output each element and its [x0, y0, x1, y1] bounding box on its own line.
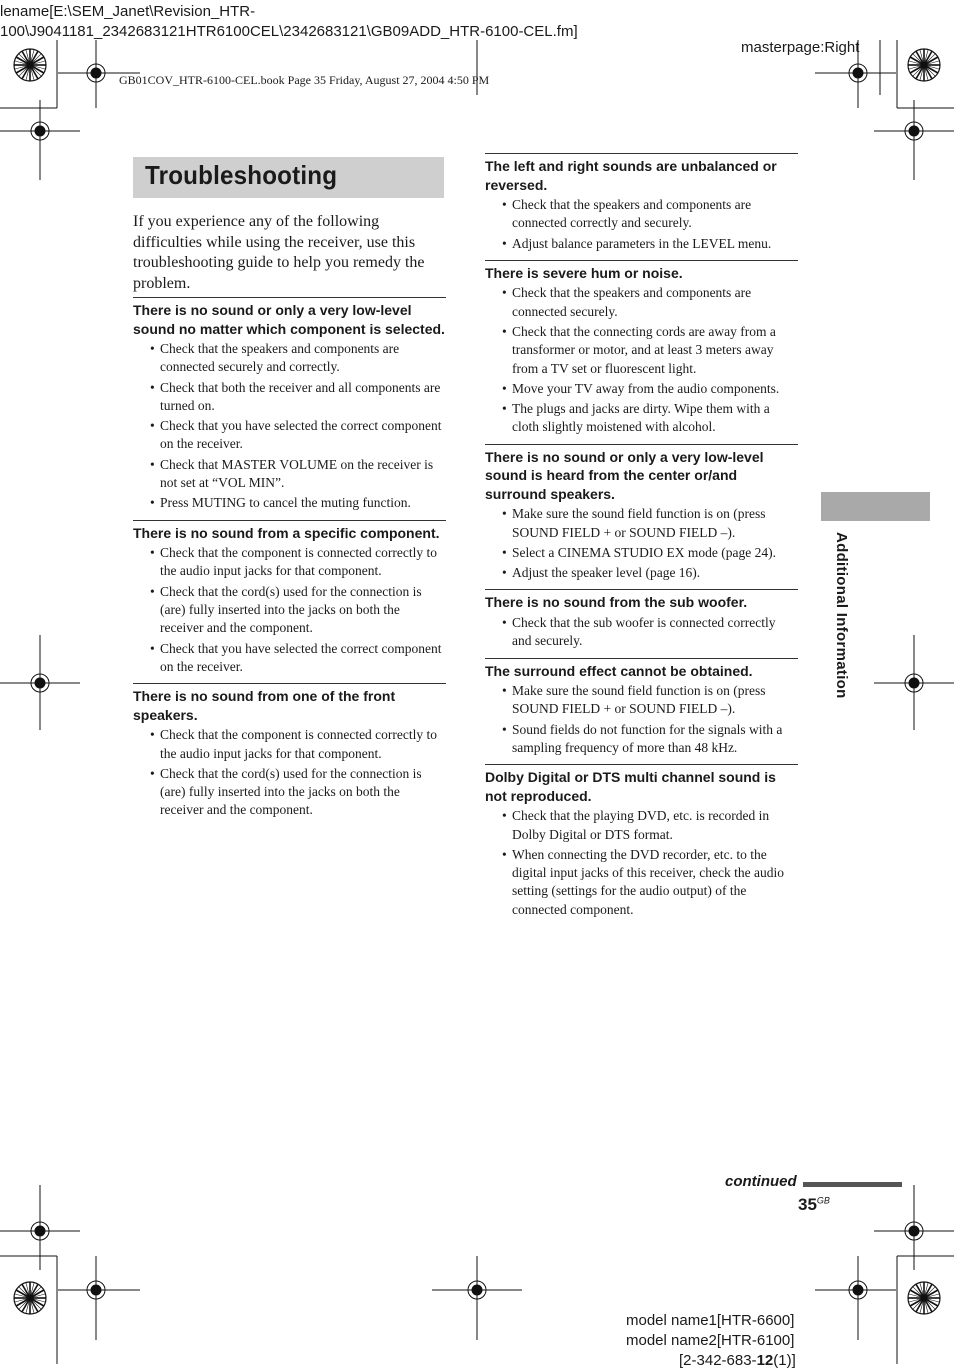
- list-item: • Check that the speakers and components are connected correctly and securely.: [485, 196, 798, 233]
- remedy-list: [485, 284, 798, 436]
- footer-model2: model name2[HTR-6100]: [626, 1332, 795, 1349]
- troubleshooting-section: [485, 260, 798, 437]
- troubleshooting-section: [485, 764, 798, 919]
- list-item: • Select a CINEMA STUDIO EX mode (page 24).: [485, 544, 798, 562]
- footer-code-suffix: (1)]: [773, 1352, 796, 1369]
- remedy-list: [485, 505, 798, 582]
- troubleshooting-section: [485, 444, 798, 583]
- right-column: [485, 153, 798, 926]
- list-item: • Check that the cord(s) used for the connection is (are) fully inserted into the jacks on both the receiver and the component.: [133, 583, 446, 638]
- section-heading: There is no sound from the sub woofer.: [485, 594, 748, 611]
- left-column: [133, 297, 446, 827]
- troubleshooting-section: [133, 683, 446, 819]
- masterpage-label: masterpage:Right: [741, 39, 860, 56]
- footer-code-prefix: [2-342-683-: [679, 1352, 757, 1369]
- list-item: • Make sure the sound field function is on (press SOUND FIELD + or SOUND FIELD –).: [485, 682, 798, 719]
- list-item: • The plugs and jacks are dirty. Wipe them with a cloth slightly moistened with alcohol.: [485, 400, 798, 437]
- list-item: • Sound fields do not function for the signals with a sampling frequency of more than 48 kHz.: [485, 721, 798, 758]
- remedy-list: [485, 614, 798, 651]
- list-item: • Check that the cord(s) used for the connection is (are) fully inserted into the jacks on both the receiver and the component.: [133, 765, 446, 820]
- list-item: • Press MUTING to cancel the muting function.: [133, 494, 446, 512]
- page-title: Troubleshooting: [145, 160, 338, 190]
- list-item: • When connecting the DVD recorder, etc. to the digital input jacks of this receiver, check the audio setting (settings for the audio output) of the connected component.: [485, 846, 798, 919]
- file-path-header: lename[E:\SEM_Janet\Revision_HTR- 100\J9041181_2342683121HTR6100CEL\2342683121\GB09ADD_HTR-6100-CEL.fm]: [0, 3, 578, 40]
- section-heading: There is severe hum or noise.: [485, 264, 683, 281]
- list-item: • Check that the component is connected correctly to the audio input jacks for that component.: [133, 726, 446, 763]
- list-item: • Check that the connecting cords are away from a transformer or motor, and at least 3 meters away from a TV set or fluorescent light.: [485, 323, 798, 378]
- remedy-list: [133, 340, 446, 513]
- book-info-header: GB01COV_HTR-6100-CEL.book Page 35 Friday, August 27, 2004 4:50 PM: [119, 73, 490, 87]
- list-item: • Adjust the speaker level (page 16).: [485, 564, 798, 582]
- page-number-suffix: GB: [816, 1195, 830, 1206]
- troubleshooting-section: [133, 297, 446, 513]
- list-item: • Adjust balance parameters in the LEVEL menu.: [485, 235, 798, 253]
- section-heading: There is no sound from a specific component.: [133, 524, 440, 541]
- list-item: • Check that you have selected the correct component on the receiver.: [133, 640, 446, 677]
- troubleshooting-section: [133, 520, 446, 677]
- list-item: • Check that the component is connected correctly to the audio input jacks for that component.: [133, 544, 446, 581]
- troubleshooting-section: [485, 153, 798, 253]
- remedy-list: [485, 807, 798, 919]
- page-number-value: 35: [798, 1195, 817, 1214]
- section-heading: The left and right sounds are unbalanced or reversed.: [485, 158, 777, 193]
- remedy-list: [133, 726, 446, 819]
- list-item: • Check that you have selected the correct component on the receiver.: [133, 417, 446, 454]
- list-item: • Check that the speakers and components are connected securely and correctly.: [133, 340, 446, 377]
- section-heading: There is no sound or only a very low-level sound is heard from the center or/and surround speakers.: [485, 448, 764, 502]
- list-item: • Check that the speakers and components are connected securely.: [485, 284, 798, 321]
- remedy-list: [133, 544, 446, 676]
- footer-code-bold: 12: [756, 1352, 774, 1369]
- list-item: • Move your TV away from the audio components.: [485, 380, 798, 398]
- troubleshooting-section: [485, 658, 798, 758]
- page-number: [798, 1195, 830, 1215]
- section-tab-label: Additional Information: [833, 532, 850, 699]
- section-heading: The surround effect cannot be obtained.: [485, 662, 753, 679]
- section-heading: There is no sound or only a very low-level sound no matter which component is selected.: [133, 302, 445, 337]
- list-item: • Check that the playing DVD, etc. is recorded in Dolby Digital or DTS format.: [485, 807, 798, 844]
- remedy-list: [485, 196, 798, 253]
- continued-bar: [803, 1182, 902, 1187]
- footer-model1: model name1[HTR-6600]: [626, 1312, 795, 1329]
- section-tab: [821, 492, 930, 521]
- intro-paragraph: If you experience any of the following difficulties while using the receiver, use this troubleshooting guide to help you remedy the problem.: [133, 213, 425, 292]
- section-heading: Dolby Digital or DTS multi channel sound is not reproduced.: [485, 769, 776, 804]
- footer-code: [679, 1351, 879, 1371]
- troubleshooting-section: [485, 589, 798, 650]
- list-item: • Check that both the receiver and all components are turned on.: [133, 379, 446, 416]
- list-item: • Check that the sub woofer is connected correctly and securely.: [485, 614, 798, 651]
- remedy-list: [485, 682, 798, 757]
- continued-label: continued: [725, 1173, 797, 1190]
- list-item: • Check that MASTER VOLUME on the receiver is not set at “VOL MIN”.: [133, 456, 446, 493]
- section-heading: There is no sound from one of the front speakers.: [133, 688, 396, 723]
- list-item: • Make sure the sound field function is on (press SOUND FIELD + or SOUND FIELD –).: [485, 505, 798, 542]
